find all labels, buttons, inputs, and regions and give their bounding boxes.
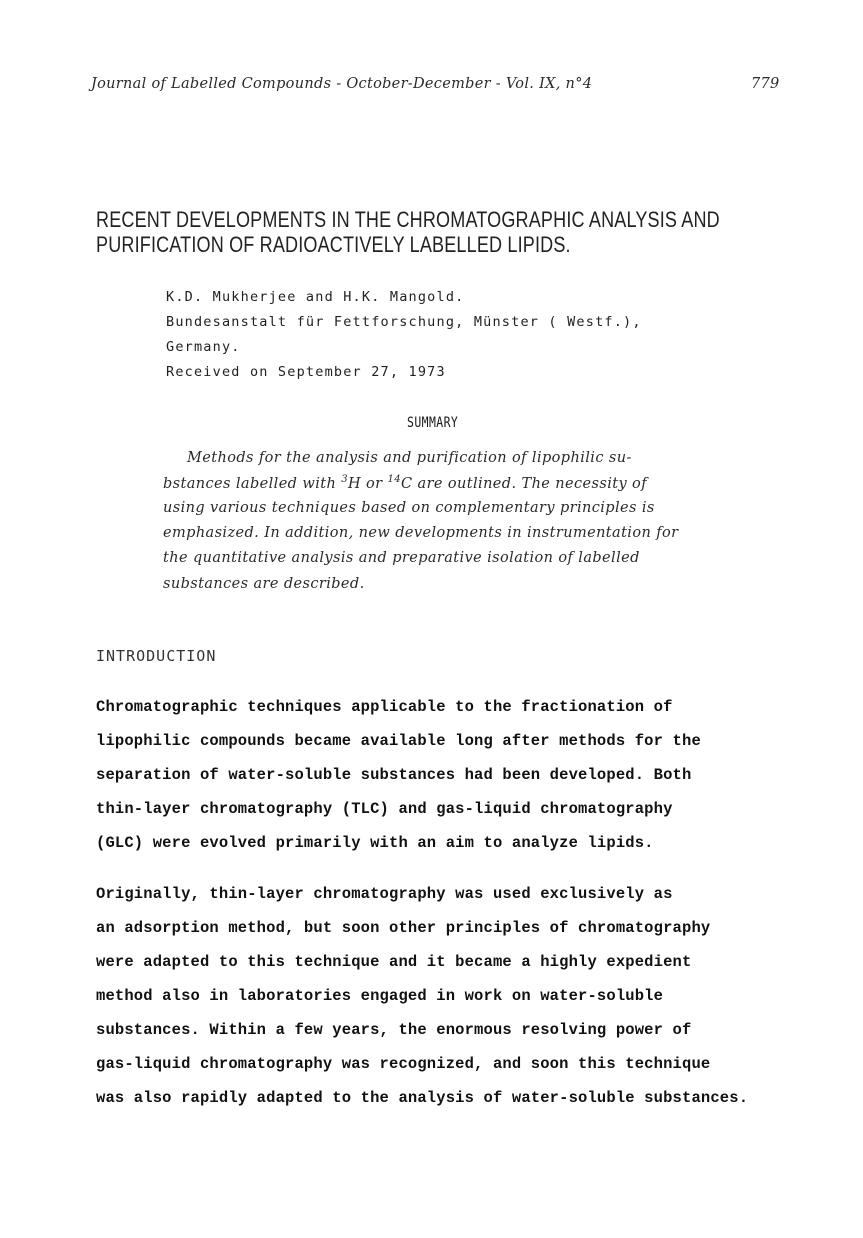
paragraph-2-line: method also in laboratories engaged in work on water-soluble (96, 987, 664, 1005)
summary-line-4: emphasized. In addition, new developments in instrumentation for (163, 525, 679, 541)
affiliation-line-2: Germany. (166, 339, 241, 355)
paragraph-2-line: Originally, thin-layer chromatography was used exclusively as (96, 885, 673, 903)
paragraph-2-line: was also rapidly adapted to the analysis of water-soluble substances. (96, 1089, 749, 1107)
paragraph-2-line: were adapted to this technique and it became a highly expedient (96, 953, 692, 971)
paragraph-1-line: lipophilic compounds became available long after methods for the (96, 732, 701, 750)
paragraph-1-line: Chromatographic techniques applicable to the fractionation of (96, 698, 673, 716)
journal-header: Journal of Labelled Compounds - October-December - Vol. IX, n°4 (91, 76, 593, 92)
paragraph-1-line: (GLC) were evolved primarily with an aim to analyze lipids. (96, 834, 654, 852)
paragraph-1-line: thin-layer chromatography (TLC) and gas-liquid chromatography (96, 800, 673, 818)
summary-line-3: using various techniques based on complementary principles is (163, 500, 655, 516)
paragraph-2-line: gas-liquid chromatography was recognized, and soon this technique (96, 1055, 711, 1073)
paragraph-2-line: an adsorption method, but soon other principles of chromatography (96, 919, 711, 937)
page-number: 779 (751, 76, 780, 92)
summary-heading: SUMMARY (407, 415, 459, 431)
article-title-line-1: RECENT DEVELOPMENTS IN THE CHROMATOGRAPHIC ANALYSIS AND (96, 207, 720, 232)
author-names: K.D. Mukherjee and H.K. Mangold. (166, 289, 465, 305)
paragraph-1-line: separation of water-soluble substances had been developed. Both (96, 766, 692, 784)
received-date: Received on September 27, 1973 (166, 364, 446, 380)
summary-line-1: Methods for the analysis and purification of lipophilic su- (187, 450, 632, 466)
paragraph-2-line: substances. Within a few years, the enormous resolving power of (96, 1021, 692, 1039)
summary-line-6: substances are described. (163, 576, 365, 592)
introduction-heading: INTRODUCTION (96, 647, 217, 665)
summary-line-5: the quantitative analysis and preparative isolation of labelled (163, 550, 640, 566)
summary-line-2: bstances labelled with $^3$H or $^{14}$C are outlined. The necessity of (163, 474, 647, 492)
affiliation-line-1: Bundesanstalt für Fettforschung, Münster ( Westf.), (166, 314, 642, 330)
article-title-line-2: PURIFICATION OF RADIOACTIVELY LABELLED LIPIDS. (96, 232, 571, 257)
